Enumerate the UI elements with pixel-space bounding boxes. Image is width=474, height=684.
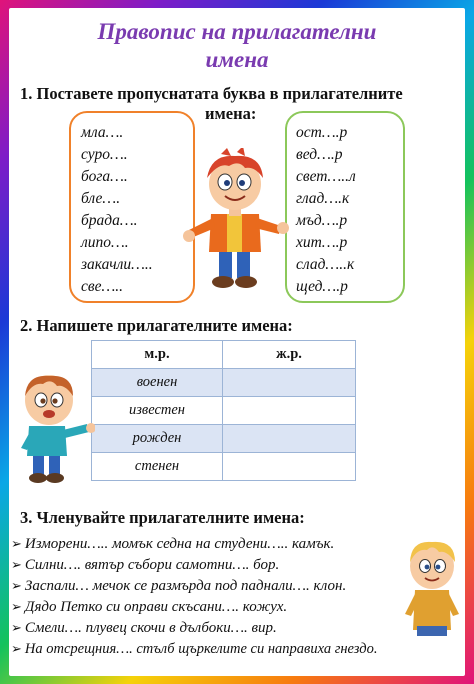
table-cell-answer — [223, 453, 356, 481]
col-header-feminine: ж.р. — [223, 341, 356, 369]
arrow-bullet-icon: ➢ — [11, 557, 22, 572]
right-word: ост….р — [296, 124, 348, 141]
table-cell-answer — [223, 397, 356, 425]
page-title-line2: имена — [205, 47, 269, 72]
table-cell-word: стенен — [92, 453, 223, 481]
worksheet-page — [9, 8, 465, 676]
sentence-item: ➢ На отсрещния…. стълб щъркелите си направиха гнездо. — [11, 641, 378, 657]
right-word: вед….р — [296, 146, 343, 163]
task2-heading: 2. Напишете прилагателните имена: — [20, 316, 293, 335]
table-cell-answer — [223, 425, 356, 453]
left-word: брада…. — [81, 212, 138, 229]
arrow-bullet-icon: ➢ — [11, 578, 22, 593]
left-word: бле…. — [81, 190, 121, 207]
table-cell-word: рожден — [92, 425, 223, 453]
left-word: мла…. — [81, 124, 124, 141]
sentence-item: ➢ Заспали… мечок се размърда под паднали…. клон. — [11, 578, 347, 594]
arrow-bullet-icon: ➢ — [11, 641, 22, 656]
sentence-item: ➢ Силни…. вятър събори самотни…. бор. — [11, 557, 280, 573]
page-title: Правопис на прилагателни — [97, 19, 377, 44]
table-cell-word: военен — [92, 369, 223, 397]
task1-heading-line2: имена: — [205, 104, 257, 123]
blond-boy-illustration — [401, 538, 463, 642]
right-word: свет…..л — [296, 168, 356, 185]
left-word: све….. — [81, 278, 124, 295]
task1-heading: 1. Поставете пропуснатата буква в прилагателните — [20, 84, 403, 103]
right-word: глад….к — [296, 190, 350, 207]
sentence-item: ➢ Смели…. плувец скочи в дълбоки…. вир. — [11, 620, 277, 636]
left-word: бога…. — [81, 168, 128, 185]
sentence-item: ➢ Дядо Петко си оправи скъсани…. кожух. — [11, 599, 288, 615]
arrow-bullet-icon: ➢ — [11, 620, 22, 635]
pointing-boy-illustration — [13, 370, 95, 486]
arrow-bullet-icon: ➢ — [11, 599, 22, 614]
arrow-bullet-icon: ➢ — [11, 536, 22, 551]
adjective-table — [91, 340, 356, 481]
right-word: хит….р — [296, 234, 348, 251]
table-cell-word: известен — [92, 397, 223, 425]
sentence-item: ➢ Изморени….. момък седна на студени….. камък. — [11, 536, 335, 552]
left-word: липо…. — [81, 234, 129, 251]
right-word: мъд….р — [296, 212, 348, 229]
col-header-masculine: м.р. — [92, 341, 223, 369]
left-word: закачли….. — [81, 256, 153, 273]
task3-heading: 3. Членувайте прилагателните имена: — [20, 508, 305, 527]
right-word: слад…..к — [296, 256, 355, 273]
left-word: суро…. — [81, 146, 128, 163]
table-cell-answer — [223, 369, 356, 397]
boy-illustration — [181, 148, 289, 294]
right-word: щед….р — [296, 278, 348, 295]
